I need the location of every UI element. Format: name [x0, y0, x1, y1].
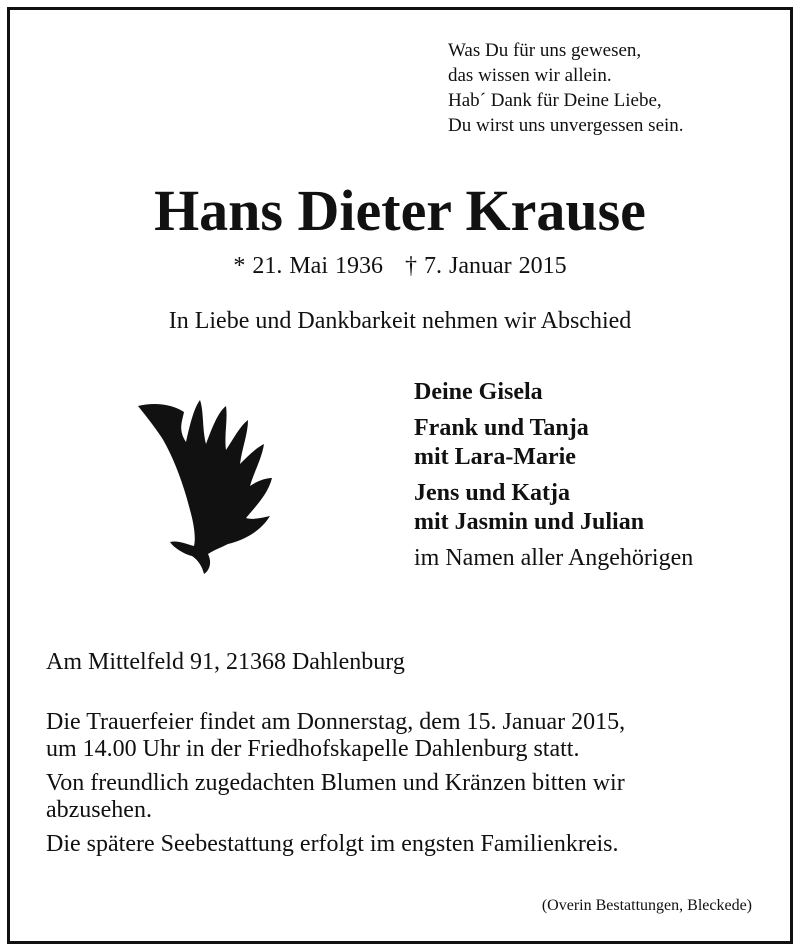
deceased-name: Hans Dieter Krause — [154, 178, 646, 243]
mourners — [414, 378, 693, 573]
mourner-line: Deine Gisela — [414, 379, 543, 405]
death-date: † 7. Januar 2015 — [405, 253, 567, 279]
note-line: Von freundlich zugedachten Blumen und Kränzen bitten wir — [46, 770, 625, 796]
mourner-line: Frank und Tanja — [414, 415, 589, 441]
poem-line: Was Du für uns gewesen, — [448, 40, 642, 61]
mourner-line: mit Jasmin und Julian — [414, 509, 645, 535]
farewell-line: In Liebe und Dankbarkeit nehmen wir Abschied — [168, 308, 632, 334]
poem-line: das wissen wir allein. — [448, 65, 612, 86]
poem — [448, 38, 684, 138]
address: Am Mittelfeld 91, 21368 Dahlenburg — [46, 649, 405, 675]
poem-line: Du wirst uns unvergessen sein. — [448, 115, 684, 136]
note-line: Die Trauerfeier findet am Donnerstag, dem 15. Januar 2015, — [46, 709, 626, 735]
funeral-info — [46, 709, 625, 763]
undertaker: (Overin Bestattungen, Bleckede) — [541, 897, 752, 914]
funeral-notes — [46, 709, 625, 865]
antler-icon — [132, 398, 282, 578]
poem-line: Hab´ Dank für Deine Liebe, — [448, 90, 662, 111]
note-line: um 14.00 Uhr in der Friedhofskapelle Dahlenburg statt. — [46, 736, 580, 762]
mourner-line: Jens und Katja — [414, 480, 571, 506]
birth-date: * 21. Mai 1936 — [233, 253, 384, 279]
mourner-line: mit Lara-Marie — [414, 444, 576, 470]
mourner-line: im Namen aller Angehörigen — [414, 545, 694, 571]
burial-info — [46, 831, 625, 858]
flowers-info — [46, 770, 625, 824]
note-line: Die spätere Seebestattung erfolgt im engsten Familienkreis. — [46, 831, 619, 857]
note-line: abzusehen. — [46, 797, 152, 823]
life-dates — [0, 251, 800, 281]
